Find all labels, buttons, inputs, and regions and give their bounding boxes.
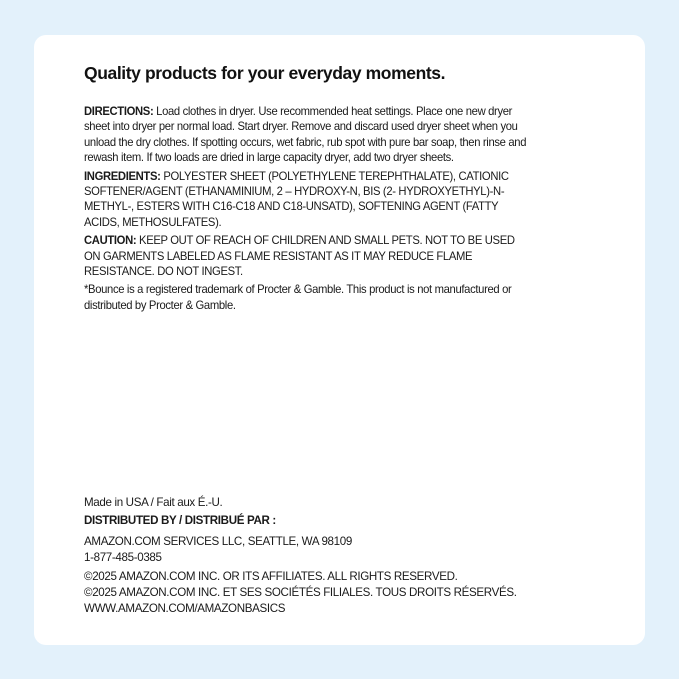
caution-paragraph <box>84 233 530 279</box>
origin-line: Made in USA / Fait aux É.-U. <box>84 496 223 509</box>
copyright-french: ©2025 AMAZON.COM INC. ET SES SOCIÉTÉS FILIALES. TOUS DROITS RÉSERVÉS. <box>84 586 517 599</box>
label-content <box>84 50 544 630</box>
headline: Quality products for your everyday moments. <box>84 63 446 83</box>
trademark-note: *Bounce is a registered trademark of Procter & Gamble. This product is not manufactured or distributed by Procter & Gamble. <box>84 283 512 312</box>
directions-text: Load clothes in dryer. Use recommended heat settings. Place one new dryer sheet into dryer per normal load. Start dryer. Remove and discard used dryer sheet when you unload the dry clothes. If spotting occurs, wet fabric, rub spot with pure bar soap, then rinse and rewash item. If two loads are dried in large capacity dryer, add two dryer sheets. <box>84 105 527 165</box>
company-address: AMAZON.COM SERVICES LLC, SEATTLE, WA 98109 <box>84 535 352 548</box>
caution-text: KEEP OUT OF REACH OF CHILDREN AND SMALL PETS. NOT TO BE USED ON GARMENTS LABELED AS FLAME RESISTANT AS IT MAY REDUCE FLAME RESISTANCE. DO NOT INGEST. <box>84 234 515 279</box>
ingredients-label: INGREDIENTS: <box>84 169 161 183</box>
ingredients-text: POLYESTER SHEET (POLYETHYLENE TEREPHTHALATE), CATIONIC SOFTENER/AGENT (ETHANAMINIUM, 2 – HYDROXY-N, BIS (2- HYDROXYETHYL)-N-METHYL-, ESTERS WITH C16-C18 AND C18-UNSATD), SOFTENING AGENT (FATTY ACIDS, METHOSULFATES). <box>84 169 509 229</box>
directions-paragraph <box>84 104 530 166</box>
phone-number: 1-877-485-0385 <box>84 551 162 564</box>
copyright-english: ©2025 AMAZON.COM INC. OR ITS AFFILIATES. ALL RIGHTS RESERVED. <box>84 570 458 583</box>
directions-label: DIRECTIONS: <box>84 105 154 118</box>
ingredients-paragraph <box>84 169 530 231</box>
caution-label: CAUTION: <box>84 234 137 248</box>
website-url: WWW.AMAZON.COM/AMAZONBASICS <box>84 602 286 615</box>
distributed-by-heading: DISTRIBUTED BY / DISTRIBUÉ PAR : <box>84 514 276 527</box>
manufacturer-info <box>84 495 554 617</box>
